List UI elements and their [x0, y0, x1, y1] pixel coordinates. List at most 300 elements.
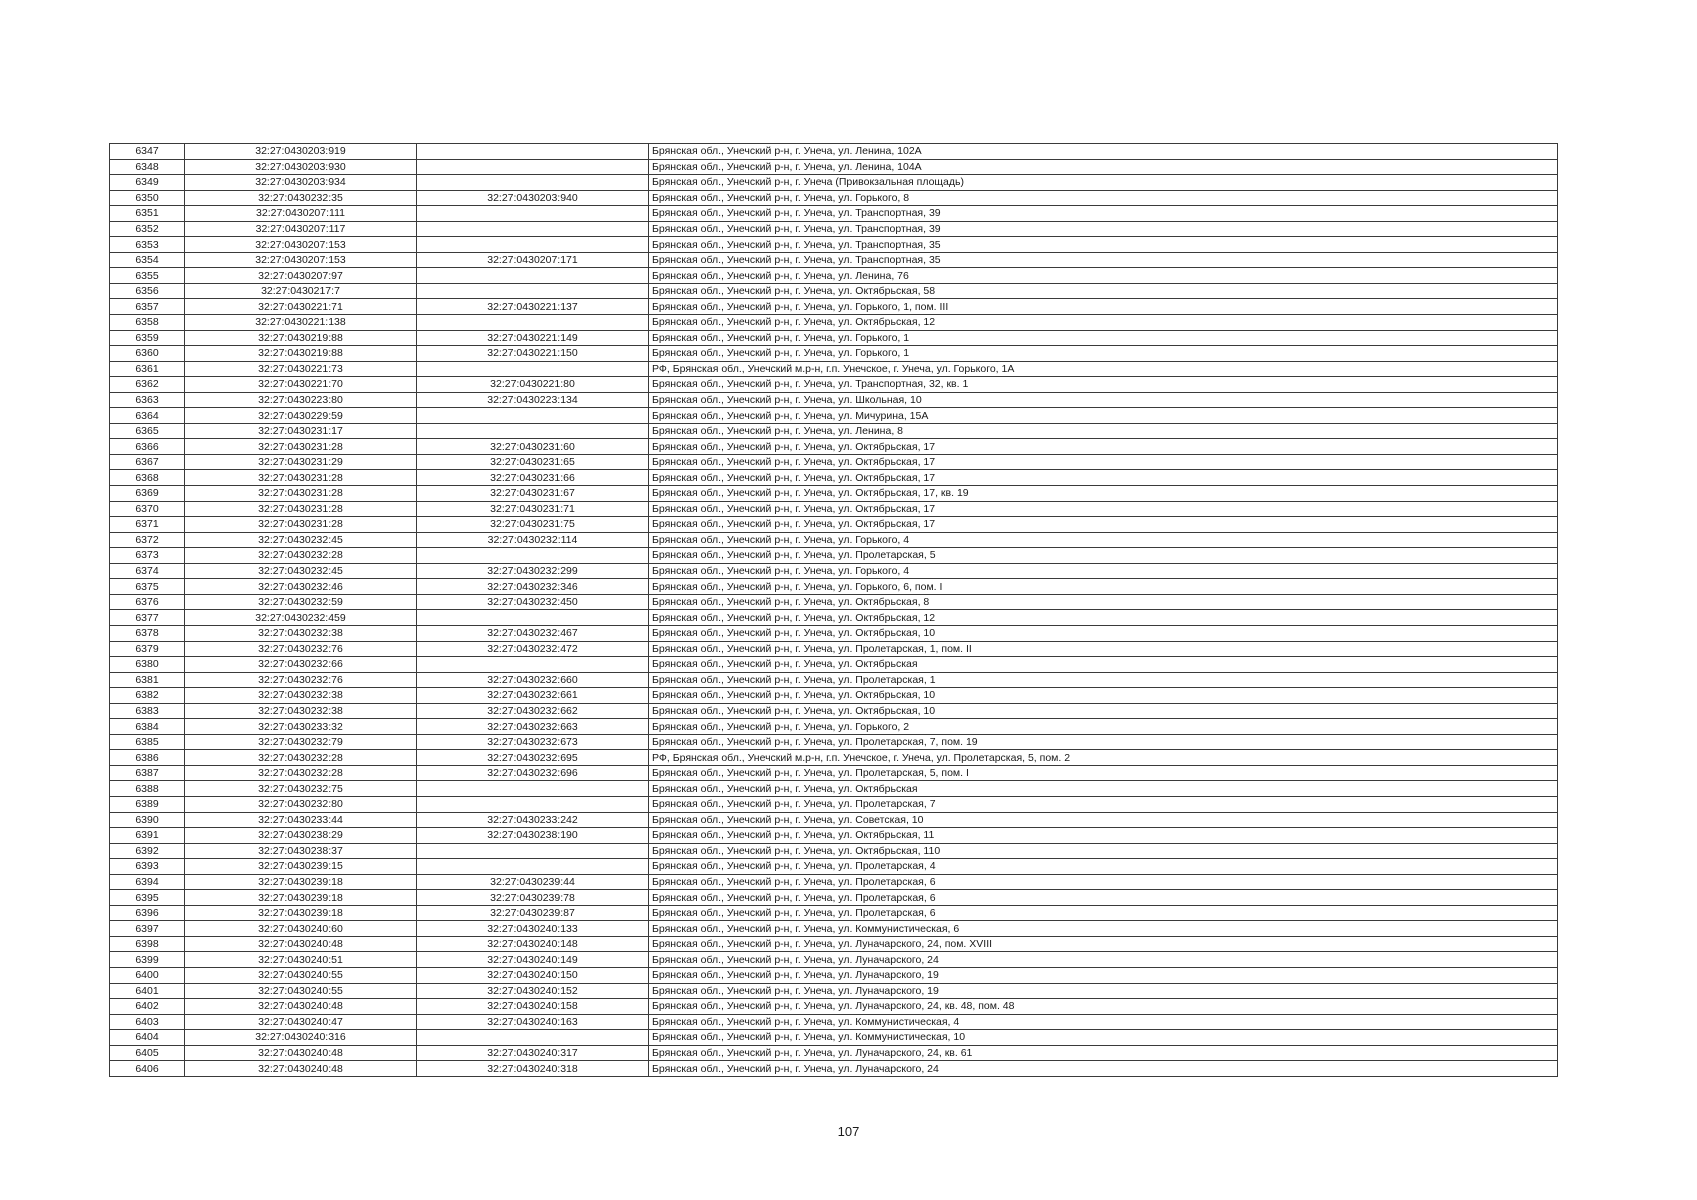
row-number-cell: 6385: [110, 734, 185, 750]
address-cell: Брянская обл., Унечский р-н, г. Унеча, ул. Ленина, 76: [649, 268, 1558, 284]
related-cadastral-number-cell: 32:27:0430240:163: [417, 1014, 649, 1030]
table-row: [110, 190, 1558, 206]
table-row: [110, 890, 1558, 906]
row-number-cell: 6355: [110, 268, 185, 284]
address-cell: Брянская обл., Унечский р-н, г. Унеча, ул. Транспортная, 32, кв. 1: [649, 377, 1558, 393]
row-number-cell: 6394: [110, 874, 185, 890]
table-row: [110, 719, 1558, 735]
table-row: [110, 781, 1558, 797]
table-row: [110, 610, 1558, 626]
related-cadastral-number-cell: [417, 423, 649, 439]
address-cell: Брянская обл., Унечский р-н, г. Унеча, ул. Октябрьская, 10: [649, 688, 1558, 704]
related-cadastral-number-cell: 32:27:0430232:673: [417, 734, 649, 750]
row-number-cell: 6380: [110, 657, 185, 673]
address-cell: Брянская обл., Унечский р-н, г. Унеча, ул. Пролетарская, 6: [649, 890, 1558, 906]
table-row: [110, 470, 1558, 486]
cadastral-number-cell: 32:27:0430231:17: [185, 423, 417, 439]
cadastral-number-cell: 32:27:0430207:153: [185, 237, 417, 253]
cadastral-number-cell: 32:27:0430221:71: [185, 299, 417, 315]
address-cell: Брянская обл., Унечский р-н, г. Унеча, ул. Транспортная, 35: [649, 252, 1558, 268]
cadastral-number-cell: 32:27:0430240:316: [185, 1030, 417, 1046]
related-cadastral-number-cell: 32:27:0430232:662: [417, 703, 649, 719]
table-row: [110, 423, 1558, 439]
cadastral-number-cell: 32:27:0430219:88: [185, 330, 417, 346]
address-cell: Брянская обл., Унечский р-н, г. Унеча, ул. Горького, 1, пом. III: [649, 299, 1558, 315]
row-number-cell: 6388: [110, 781, 185, 797]
table-row: [110, 315, 1558, 331]
related-cadastral-number-cell: 32:27:0430240:318: [417, 1061, 649, 1077]
cadastral-number-cell: 32:27:0430238:37: [185, 843, 417, 859]
address-cell: Брянская обл., Унечский р-н, г. Унеча, ул. Пролетарская, 1, пом. II: [649, 641, 1558, 657]
table-row: [110, 828, 1558, 844]
cadastral-number-cell: 32:27:0430232:28: [185, 750, 417, 766]
cadastral-number-cell: 32:27:0430240:48: [185, 1061, 417, 1077]
address-cell: Брянская обл., Унечский р-н, г. Унеча, ул. Ленина, 102А: [649, 144, 1558, 160]
address-cell: Брянская обл., Унечский р-н, г. Унеча, ул. Луначарского, 24, пом. XVIII: [649, 936, 1558, 952]
related-cadastral-number-cell: [417, 408, 649, 424]
row-number-cell: 6401: [110, 983, 185, 999]
address-cell: Брянская обл., Унечский р-н, г. Унеча, ул. Пролетарская, 5: [649, 548, 1558, 564]
related-cadastral-number-cell: 32:27:0430232:472: [417, 641, 649, 657]
related-cadastral-number-cell: [417, 283, 649, 299]
row-number-cell: 6362: [110, 377, 185, 393]
row-number-cell: 6351: [110, 206, 185, 222]
row-number-cell: 6396: [110, 905, 185, 921]
table-row: [110, 175, 1558, 191]
address-cell: Брянская обл., Унечский р-н, г. Унеча, ул. Горького, 1: [649, 346, 1558, 362]
related-cadastral-number-cell: 32:27:0430232:660: [417, 672, 649, 688]
row-number-cell: 6370: [110, 501, 185, 517]
table-row: [110, 361, 1558, 377]
address-cell: Брянская обл., Унечский р-н, г. Унеча, ул. Советская, 10: [649, 812, 1558, 828]
address-cell: Брянская обл., Унечский р-н, г. Унеча, ул. Октябрьская, 10: [649, 703, 1558, 719]
cadastral-number-cell: 32:27:0430240:55: [185, 967, 417, 983]
row-number-cell: 6368: [110, 470, 185, 486]
related-cadastral-number-cell: 32:27:0430232:663: [417, 719, 649, 735]
cadastral-number-cell: 32:27:0430207:117: [185, 221, 417, 237]
related-cadastral-number-cell: [417, 796, 649, 812]
cadastral-number-cell: 32:27:0430239:18: [185, 874, 417, 890]
related-cadastral-number-cell: [417, 206, 649, 222]
cadastral-number-cell: 32:27:0430239:18: [185, 890, 417, 906]
cadastral-number-cell: 32:27:0430240:48: [185, 936, 417, 952]
address-cell: Брянская обл., Унечский р-н, г. Унеча, ул. Пролетарская, 5, пом. I: [649, 765, 1558, 781]
cadastral-number-cell: 32:27:0430232:38: [185, 703, 417, 719]
table-row: [110, 843, 1558, 859]
related-cadastral-number-cell: [417, 781, 649, 797]
cadastral-number-cell: 32:27:0430231:28: [185, 501, 417, 517]
address-cell: Брянская обл., Унечский р-н, г. Унеча, ул. Октябрьская, 110: [649, 843, 1558, 859]
related-cadastral-number-cell: 32:27:0430231:75: [417, 517, 649, 533]
table-row: [110, 672, 1558, 688]
related-cadastral-number-cell: 32:27:0430207:171: [417, 252, 649, 268]
row-number-cell: 6350: [110, 190, 185, 206]
address-cell: Брянская обл., Унечский р-н, г. Унеча, ул. Октябрьская, 58: [649, 283, 1558, 299]
address-cell: Брянская обл., Унечский р-н, г. Унеча, ул. Луначарского, 24, кв. 61: [649, 1045, 1558, 1061]
related-cadastral-number-cell: 32:27:0430238:190: [417, 828, 649, 844]
address-cell: Брянская обл., Унечский р-н, г. Унеча, ул. Коммунистическая, 10: [649, 1030, 1558, 1046]
table-row: [110, 983, 1558, 999]
row-number-cell: 6398: [110, 936, 185, 952]
related-cadastral-number-cell: 32:27:0430232:661: [417, 688, 649, 704]
row-number-cell: 6383: [110, 703, 185, 719]
row-number-cell: 6395: [110, 890, 185, 906]
cadastral-number-cell: 32:27:0430232:45: [185, 532, 417, 548]
table-row: [110, 1061, 1558, 1077]
row-number-cell: 6371: [110, 517, 185, 533]
address-cell: Брянская обл., Унечский р-н, г. Унеча, ул. Октябрьская, 8: [649, 594, 1558, 610]
related-cadastral-number-cell: [417, 859, 649, 875]
address-cell: Брянская обл., Унечский р-н, г. Унеча, ул. Ленина, 8: [649, 423, 1558, 439]
cadastral-number-cell: 32:27:0430221:70: [185, 377, 417, 393]
related-cadastral-number-cell: [417, 1030, 649, 1046]
address-cell: Брянская обл., Унечский р-н, г. Унеча, ул. Октябрьская, 17: [649, 454, 1558, 470]
page-number: 107: [837, 1124, 860, 1139]
table-row: [110, 439, 1558, 455]
table-row: [110, 734, 1558, 750]
related-cadastral-number-cell: 32:27:0430232:450: [417, 594, 649, 610]
cadastral-number-cell: 32:27:0430207:111: [185, 206, 417, 222]
related-cadastral-number-cell: [417, 843, 649, 859]
related-cadastral-number-cell: 32:27:0430231:65: [417, 454, 649, 470]
table-row: [110, 206, 1558, 222]
address-cell: Брянская обл., Унечский р-н, г. Унеча, ул. Горького, 6, пом. I: [649, 579, 1558, 595]
related-cadastral-number-cell: [417, 610, 649, 626]
row-number-cell: 6363: [110, 392, 185, 408]
row-number-cell: 6397: [110, 921, 185, 937]
table-row: [110, 299, 1558, 315]
cadastral-number-cell: 32:27:0430240:48: [185, 1045, 417, 1061]
related-cadastral-number-cell: 32:27:0430233:242: [417, 812, 649, 828]
row-number-cell: 6405: [110, 1045, 185, 1061]
cadastral-number-cell: 32:27:0430231:28: [185, 470, 417, 486]
cadastral-number-cell: 32:27:0430229:59: [185, 408, 417, 424]
related-cadastral-number-cell: 32:27:0430223:134: [417, 392, 649, 408]
related-cadastral-number-cell: 32:27:0430221:150: [417, 346, 649, 362]
cadastral-number-cell: 32:27:0430239:18: [185, 905, 417, 921]
address-cell: Брянская обл., Унечский р-н, г. Унеча, ул. Октябрьская, 10: [649, 625, 1558, 641]
address-cell: Брянская обл., Унечский р-н, г. Унеча, ул. Октябрьская, 11: [649, 828, 1558, 844]
address-cell: Брянская обл., Унечский р-н, г. Унеча, ул. Горького, 1: [649, 330, 1558, 346]
table-row: [110, 408, 1558, 424]
row-number-cell: 6367: [110, 454, 185, 470]
row-number-cell: 6381: [110, 672, 185, 688]
row-number-cell: 6357: [110, 299, 185, 315]
table-row: [110, 237, 1558, 253]
related-cadastral-number-cell: 32:27:0430221:137: [417, 299, 649, 315]
related-cadastral-number-cell: 32:27:0430239:44: [417, 874, 649, 890]
cadastral-number-cell: 32:27:0430232:76: [185, 672, 417, 688]
row-number-cell: 6348: [110, 159, 185, 175]
row-number-cell: 6384: [110, 719, 185, 735]
row-number-cell: 6404: [110, 1030, 185, 1046]
cadastral-number-cell: 32:27:0430217:7: [185, 283, 417, 299]
cadastral-number-cell: 32:27:0430232:28: [185, 548, 417, 564]
address-cell: Брянская обл., Унечский р-н, г. Унеча, ул. Октябрьская: [649, 657, 1558, 673]
address-cell: Брянская обл., Унечский р-н, г. Унеча, ул. Октябрьская, 12: [649, 315, 1558, 331]
address-cell: Брянская обл., Унечский р-н, г. Унеча, ул. Луначарского, 24: [649, 952, 1558, 968]
cadastral-number-cell: 32:27:0430232:80: [185, 796, 417, 812]
cadastral-number-cell: 32:27:0430203:930: [185, 159, 417, 175]
row-number-cell: 6389: [110, 796, 185, 812]
related-cadastral-number-cell: [417, 237, 649, 253]
address-cell: Брянская обл., Унечский р-н, г. Унеча, ул. Пролетарская, 6: [649, 905, 1558, 921]
address-cell: Брянская обл., Унечский р-н, г. Унеча, ул. Транспортная, 39: [649, 221, 1558, 237]
related-cadastral-number-cell: 32:27:0430231:60: [417, 439, 649, 455]
row-number-cell: 6356: [110, 283, 185, 299]
row-number-cell: 6391: [110, 828, 185, 844]
row-number-cell: 6364: [110, 408, 185, 424]
row-number-cell: 6369: [110, 486, 185, 502]
related-cadastral-number-cell: 32:27:0430221:80: [417, 377, 649, 393]
row-number-cell: 6399: [110, 952, 185, 968]
table-row: [110, 952, 1558, 968]
row-number-cell: 6375: [110, 579, 185, 595]
address-cell: Брянская обл., Унечский р-н, г. Унеча, ул. Горького, 4: [649, 532, 1558, 548]
address-cell: Брянская обл., Унечский р-н, г. Унеча, ул. Октябрьская, 17: [649, 470, 1558, 486]
table-row: [110, 859, 1558, 875]
address-cell: Брянская обл., Унечский р-н, г. Унеча, ул. Октябрьская, 12: [649, 610, 1558, 626]
address-cell: Брянская обл., Унечский р-н, г. Унеча, ул. Октябрьская: [649, 781, 1558, 797]
cadastral-number-cell: 32:27:0430232:75: [185, 781, 417, 797]
cadastral-number-cell: 32:27:0430221:73: [185, 361, 417, 377]
address-cell: Брянская обл., Унечский р-н, г. Унеча, ул. Пролетарская, 1: [649, 672, 1558, 688]
row-number-cell: 6393: [110, 859, 185, 875]
related-cadastral-number-cell: 32:27:0430240:317: [417, 1045, 649, 1061]
table-row: [110, 688, 1558, 704]
row-number-cell: 6400: [110, 967, 185, 983]
row-number-cell: 6358: [110, 315, 185, 331]
row-number-cell: 6376: [110, 594, 185, 610]
cadastral-number-cell: 32:27:0430219:88: [185, 346, 417, 362]
related-cadastral-number-cell: 32:27:0430240:152: [417, 983, 649, 999]
table-row: [110, 330, 1558, 346]
table-row: [110, 579, 1558, 595]
related-cadastral-number-cell: [417, 221, 649, 237]
row-number-cell: 6379: [110, 641, 185, 657]
row-number-cell: 6366: [110, 439, 185, 455]
row-number-cell: 6373: [110, 548, 185, 564]
table-row: [110, 999, 1558, 1015]
row-number-cell: 6352: [110, 221, 185, 237]
address-cell: Брянская обл., Унечский р-н, г. Унеча, ул. Октябрьская, 17: [649, 517, 1558, 533]
table-row: [110, 144, 1558, 160]
related-cadastral-number-cell: 32:27:0430239:87: [417, 905, 649, 921]
address-cell: Брянская обл., Унечский р-н, г. Унеча, ул. Луначарского, 19: [649, 983, 1558, 999]
address-cell: РФ, Брянская обл., Унечский м.р-н, г.п. Унечское, г. Унеча, ул. Горького, 1А: [649, 361, 1558, 377]
related-cadastral-number-cell: 32:27:0430232:114: [417, 532, 649, 548]
address-cell: Брянская обл., Унечский р-н, г. Унеча, ул. Пролетарская, 7, пом. 19: [649, 734, 1558, 750]
related-cadastral-number-cell: 32:27:0430231:66: [417, 470, 649, 486]
address-cell: Брянская обл., Унечский р-н, г. Унеча, ул. Пролетарская, 7: [649, 796, 1558, 812]
related-cadastral-number-cell: [417, 144, 649, 160]
related-cadastral-number-cell: 32:27:0430232:695: [417, 750, 649, 766]
related-cadastral-number-cell: 32:27:0430232:346: [417, 579, 649, 595]
related-cadastral-number-cell: 32:27:0430240:158: [417, 999, 649, 1015]
table-row: [110, 1045, 1558, 1061]
table-row: [110, 501, 1558, 517]
table-row: [110, 1014, 1558, 1030]
cadastral-number-cell: 32:27:0430232:46: [185, 579, 417, 595]
address-cell: Брянская обл., Унечский р-н, г. Унеча, ул. Транспортная, 35: [649, 237, 1558, 253]
cadastral-number-cell: 32:27:0430221:138: [185, 315, 417, 331]
row-number-cell: 6353: [110, 237, 185, 253]
cadastral-number-cell: 32:27:0430240:55: [185, 983, 417, 999]
related-cadastral-number-cell: 32:27:0430240:150: [417, 967, 649, 983]
cadastral-number-cell: 32:27:0430232:45: [185, 563, 417, 579]
address-cell: Брянская обл., Унечский р-н, г. Унеча, ул. Октябрьская, 17: [649, 501, 1558, 517]
cadastral-number-cell: 32:27:0430239:15: [185, 859, 417, 875]
related-cadastral-number-cell: [417, 657, 649, 673]
table-row: [110, 657, 1558, 673]
row-number-cell: 6382: [110, 688, 185, 704]
related-cadastral-number-cell: [417, 268, 649, 284]
address-cell: Брянская обл., Унечский р-н, г. Унеча, ул. Транспортная, 39: [649, 206, 1558, 222]
table-row: [110, 750, 1558, 766]
address-cell: Брянская обл., Унечский р-н, г. Унеча, ул. Луначарского, 24, кв. 48, пом. 48: [649, 999, 1558, 1015]
cadastral-number-cell: 32:27:0430232:38: [185, 688, 417, 704]
cadastral-number-cell: 32:27:0430232:35: [185, 190, 417, 206]
table-row: [110, 765, 1558, 781]
table-row: [110, 454, 1558, 470]
row-number-cell: 6403: [110, 1014, 185, 1030]
address-cell: Брянская обл., Унечский р-н, г. Унеча, ул. Ленина, 104А: [649, 159, 1558, 175]
row-number-cell: 6354: [110, 252, 185, 268]
row-number-cell: 6392: [110, 843, 185, 859]
address-cell: Брянская обл., Унечский р-н, г. Унеча, ул. Коммунистическая, 6: [649, 921, 1558, 937]
row-number-cell: 6360: [110, 346, 185, 362]
table-row: [110, 486, 1558, 502]
address-cell: Брянская обл., Унечский р-н, г. Унеча (Привокзальная площадь): [649, 175, 1558, 191]
row-number-cell: 6377: [110, 610, 185, 626]
row-number-cell: 6402: [110, 999, 185, 1015]
cadastral-number-cell: 32:27:0430233:32: [185, 719, 417, 735]
cadastral-number-cell: 32:27:0430203:934: [185, 175, 417, 191]
address-cell: Брянская обл., Унечский р-н, г. Унеча, ул. Горького, 2: [649, 719, 1558, 735]
table-row: [110, 532, 1558, 548]
cadastral-number-cell: 32:27:0430232:38: [185, 625, 417, 641]
table-row: [110, 703, 1558, 719]
related-cadastral-number-cell: 32:27:0430232:696: [417, 765, 649, 781]
cadastral-number-cell: 32:27:0430207:153: [185, 252, 417, 268]
cadastral-number-cell: 32:27:0430240:48: [185, 999, 417, 1015]
row-number-cell: 6347: [110, 144, 185, 160]
address-cell: Брянская обл., Унечский р-н, г. Унеча, ул. Пролетарская, 6: [649, 874, 1558, 890]
table-row: [110, 812, 1558, 828]
related-cadastral-number-cell: 32:27:0430221:149: [417, 330, 649, 346]
table-row: [110, 905, 1558, 921]
table-row: [110, 517, 1558, 533]
row-number-cell: 6349: [110, 175, 185, 191]
related-cadastral-number-cell: [417, 315, 649, 331]
cadastral-number-cell: 32:27:0430223:80: [185, 392, 417, 408]
cadastral-number-cell: 32:27:0430232:79: [185, 734, 417, 750]
cadastral-number-cell: 32:27:0430231:28: [185, 439, 417, 455]
cadastral-number-cell: 32:27:0430231:29: [185, 454, 417, 470]
table-row: [110, 346, 1558, 362]
related-cadastral-number-cell: [417, 548, 649, 564]
register-body: [110, 144, 1558, 1077]
table-row: [110, 936, 1558, 952]
table-row: [110, 625, 1558, 641]
related-cadastral-number-cell: 32:27:0430231:71: [417, 501, 649, 517]
related-cadastral-number-cell: 32:27:0430240:149: [417, 952, 649, 968]
row-number-cell: 6365: [110, 423, 185, 439]
related-cadastral-number-cell: 32:27:0430240:148: [417, 936, 649, 952]
row-number-cell: 6387: [110, 765, 185, 781]
address-cell: Брянская обл., Унечский р-н, г. Унеча, ул. Октябрьская, 17, кв. 19: [649, 486, 1558, 502]
cadastral-number-cell: 32:27:0430238:29: [185, 828, 417, 844]
related-cadastral-number-cell: 32:27:0430232:467: [417, 625, 649, 641]
table-row: [110, 967, 1558, 983]
table-row: [110, 377, 1558, 393]
address-cell: Брянская обл., Унечский р-н, г. Унеча, ул. Мичурина, 15А: [649, 408, 1558, 424]
cadastral-number-cell: 32:27:0430232:28: [185, 765, 417, 781]
row-number-cell: 6372: [110, 532, 185, 548]
related-cadastral-number-cell: 32:27:0430240:133: [417, 921, 649, 937]
table-row: [110, 268, 1558, 284]
address-cell: Брянская обл., Унечский р-н, г. Унеча, ул. Луначарского, 24: [649, 1061, 1558, 1077]
row-number-cell: 6374: [110, 563, 185, 579]
table-row: [110, 252, 1558, 268]
cadastral-number-cell: 32:27:0430232:66: [185, 657, 417, 673]
row-number-cell: 6390: [110, 812, 185, 828]
table-row: [110, 548, 1558, 564]
cadastral-number-cell: 32:27:0430231:28: [185, 486, 417, 502]
related-cadastral-number-cell: [417, 159, 649, 175]
related-cadastral-number-cell: [417, 361, 649, 377]
table-row: [110, 921, 1558, 937]
related-cadastral-number-cell: 32:27:0430203:940: [417, 190, 649, 206]
related-cadastral-number-cell: 32:27:0430231:67: [417, 486, 649, 502]
table-row: [110, 874, 1558, 890]
table-row: [110, 392, 1558, 408]
related-cadastral-number-cell: 32:27:0430232:299: [417, 563, 649, 579]
cadastral-number-cell: 32:27:0430233:44: [185, 812, 417, 828]
table-row: [110, 641, 1558, 657]
cadastral-number-cell: 32:27:0430240:51: [185, 952, 417, 968]
table-row: [110, 796, 1558, 812]
table-row: [110, 594, 1558, 610]
address-cell: РФ, Брянская обл., Унечский м.р-н, г.п. Унечское, г. Унеча, ул. Пролетарская, 5, пом. 2: [649, 750, 1558, 766]
cadastral-number-cell: 32:27:0430207:97: [185, 268, 417, 284]
cadastral-number-cell: 32:27:0430240:60: [185, 921, 417, 937]
table-row: [110, 159, 1558, 175]
table-row: [110, 283, 1558, 299]
cadastral-number-cell: 32:27:0430240:47: [185, 1014, 417, 1030]
address-cell: Брянская обл., Унечский р-н, г. Унеча, ул. Пролетарская, 4: [649, 859, 1558, 875]
address-cell: Брянская обл., Унечский р-н, г. Унеча, ул. Горького, 8: [649, 190, 1558, 206]
cadastral-number-cell: 32:27:0430231:28: [185, 517, 417, 533]
address-cell: Брянская обл., Унечский р-н, г. Унеча, ул. Октябрьская, 17: [649, 439, 1558, 455]
address-cell: Брянская обл., Унечский р-н, г. Унеча, ул. Луначарского, 19: [649, 967, 1558, 983]
cadastral-register-table: [109, 143, 1558, 1077]
related-cadastral-number-cell: [417, 175, 649, 191]
cadastral-number-cell: 32:27:0430232:459: [185, 610, 417, 626]
cadastral-number-cell: 32:27:0430203:919: [185, 144, 417, 160]
address-cell: Брянская обл., Унечский р-н, г. Унеча, ул. Школьная, 10: [649, 392, 1558, 408]
row-number-cell: 6386: [110, 750, 185, 766]
cadastral-number-cell: 32:27:0430232:76: [185, 641, 417, 657]
address-cell: Брянская обл., Унечский р-н, г. Унеча, ул. Коммунистическая, 4: [649, 1014, 1558, 1030]
table-row: [110, 1030, 1558, 1046]
table-row: [110, 221, 1558, 237]
table-row: [110, 563, 1558, 579]
row-number-cell: 6378: [110, 625, 185, 641]
row-number-cell: 6359: [110, 330, 185, 346]
address-cell: Брянская обл., Унечский р-н, г. Унеча, ул. Горького, 4: [649, 563, 1558, 579]
cadastral-number-cell: 32:27:0430232:59: [185, 594, 417, 610]
